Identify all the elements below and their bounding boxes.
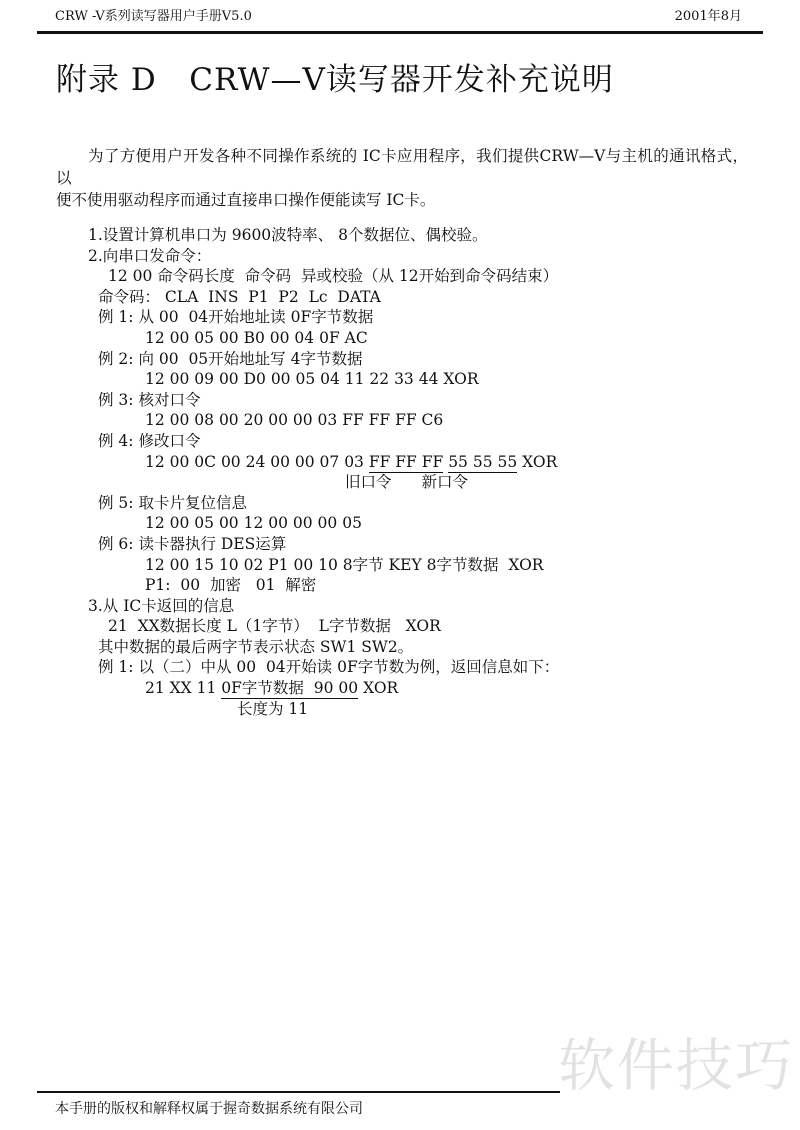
- page-header: [0, 0, 800, 25]
- page-title: 附录 D CRW—V读写器开发补充说明: [56, 62, 614, 98]
- return-data-bytes: 0F字节数据 90 00: [221, 679, 359, 698]
- command-code-line: 命令码： CLA INS P1 P2 Lc DATA: [98, 287, 381, 306]
- instruction-list: [40, 225, 800, 719]
- return-format-line: 21 XX数据长度 L（1字节） L字节数据 XOR: [108, 617, 441, 636]
- example-4-label: 例 4: 修改口令: [98, 431, 201, 450]
- example-3-label: 例 3: 核对口令: [98, 390, 201, 409]
- new-password-bytes: 55 55 55: [448, 452, 518, 471]
- old-password-bytes: FF FF FF: [368, 452, 444, 471]
- example-5-hex: 12 00 05 00 12 00 00 00 05: [145, 514, 362, 533]
- header-manual-title: CRW -V系列读写器用户手册V5.0: [55, 9, 252, 24]
- example-5-label: 例 5: 取卡片复位信息: [98, 493, 247, 512]
- intro-line-1: 为了方便用户开发各种不同操作系统的 IC卡应用程序，我们提供CRW—V与主机的通讯格式，以: [56, 147, 748, 187]
- footer-copyright: 本手册的版权和解释权属于握奇数据系统有限公司: [55, 1101, 363, 1117]
- example-2-label: 例 2: 向 00 05开始地址写 4字节数据: [98, 349, 363, 368]
- example-1-label: 例 1: 从 00 04开始地址读 0F字节数据: [98, 308, 374, 327]
- old-password-label: 旧口令: [345, 473, 392, 492]
- command-format-line: 12 00 命令码长度 命令码 异或校验（从 12开始到命令码结束）: [108, 267, 559, 286]
- return-example-1-label: 例 1: 以（二）中从 00 04开始读 0F字节数为例，返回信息如下：: [98, 658, 560, 677]
- intro-line-2: 便不使用驱动程序而通过直接串口操作便能读写 IC卡。: [56, 191, 436, 209]
- return-status-note: 其中数据的最后两字节表示状态 SW1 SW2。: [98, 637, 414, 656]
- new-password-label: 新口令: [421, 473, 469, 492]
- header-date: 2001年8月: [674, 9, 742, 24]
- return-hex-prefix: 21 XX 11: [145, 679, 222, 698]
- example-4-hex-prefix: 12 00 0C 00 24 00 00 07 03: [145, 452, 369, 471]
- example-2-hex: 12 00 09 00 D0 00 05 04 11 22 33 44 XOR: [145, 370, 479, 389]
- password-labels-line: [40, 472, 800, 493]
- intro-paragraph: [56, 145, 748, 211]
- example-6-p1-note: P1: 00 加密 01 解密: [145, 576, 317, 595]
- return-length-note: 长度为 11: [237, 699, 309, 718]
- step-item-1: 1.设置计算机串口为 9600波特率、 8个数据位、偶校验。: [88, 226, 488, 244]
- step-item-2: 2.向串口发命令：: [88, 246, 212, 265]
- return-length-note-line: [40, 699, 800, 720]
- watermark-text: 软件技巧: [558, 1033, 794, 1099]
- example-4-hex-suffix: XOR: [517, 452, 558, 471]
- header-rule: [37, 31, 763, 34]
- example-3-hex: 12 00 08 00 20 00 00 03 FF FF FF C6: [145, 411, 444, 430]
- example-4-hex: [40, 452, 800, 473]
- return-hex-suffix: XOR: [358, 679, 399, 698]
- example-6-hex: 12 00 15 10 02 P1 00 10 8字节 KEY 8字节数据 XOR: [145, 555, 544, 574]
- example-6-label: 例 6: 读卡器执行 DES运算: [98, 534, 287, 553]
- return-example-1-hex: [40, 678, 800, 699]
- footer-rule: [37, 1091, 560, 1093]
- example-1-hex: 12 00 05 00 B0 00 04 0F AC: [145, 328, 368, 347]
- step-item-3: 3.从 IC卡返回的信息: [88, 596, 235, 615]
